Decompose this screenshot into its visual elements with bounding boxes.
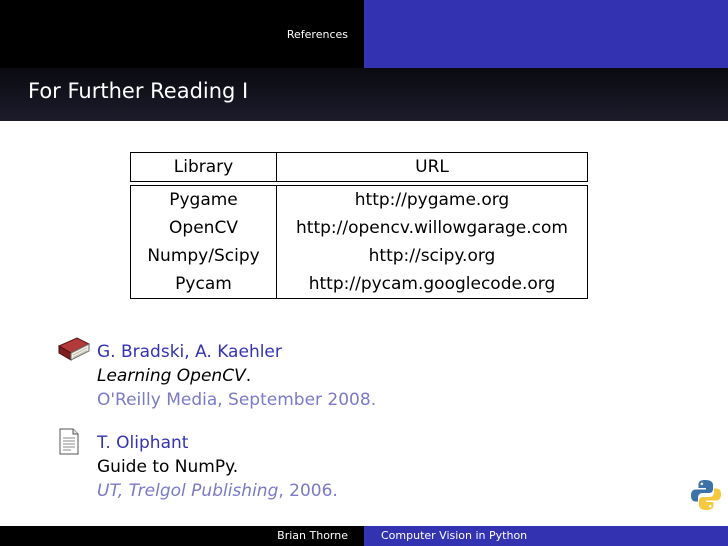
reference-publisher: O'Reilly Media, September 2008.	[97, 390, 377, 410]
reference-author: G. Bradski, A. Kaehler	[97, 342, 282, 362]
python-logo-icon	[689, 478, 723, 512]
library-table	[130, 152, 588, 299]
footer-talk-title: Computer Vision in Python	[381, 529, 528, 542]
table-row	[131, 242, 588, 270]
headline-bar	[0, 0, 728, 68]
header-url: URL	[277, 153, 588, 182]
reference-author: T. Oliphant	[97, 433, 189, 453]
table-row	[131, 186, 588, 215]
cell-library: Numpy/Scipy	[131, 242, 277, 270]
reference-1	[97, 340, 376, 412]
reference-publisher: UT, Trelgol Publishing	[97, 481, 279, 501]
footer-right	[364, 526, 728, 546]
frame-title: For Further Reading I	[28, 79, 249, 103]
reference-title-suffix: .	[245, 366, 252, 386]
section-title[interactable]: References	[286, 28, 348, 41]
cell-url: http://scipy.org	[277, 242, 588, 270]
article-icon	[58, 428, 80, 455]
table-row	[131, 270, 588, 299]
cell-url: http://pygame.org	[277, 186, 588, 215]
headline-left	[0, 0, 364, 68]
headline-right	[364, 0, 728, 68]
table-header-row	[131, 153, 588, 182]
footer-left	[0, 526, 364, 546]
cell-url: http://pycam.googlecode.org	[277, 270, 588, 299]
reference-title-line	[97, 364, 376, 388]
frame-title-bar	[0, 68, 728, 121]
footer-bar	[0, 526, 728, 546]
cell-library: Pygame	[131, 186, 277, 215]
book-icon	[55, 336, 91, 362]
cell-library: Pycam	[131, 270, 277, 299]
reference-title: Learning OpenCV	[97, 366, 246, 386]
reference-publisher-line	[97, 479, 338, 503]
header-library: Library	[131, 153, 277, 182]
table-row	[131, 214, 588, 242]
cell-library: OpenCV	[131, 214, 277, 242]
reference-2	[97, 431, 338, 503]
footer-author: Brian Thorne	[277, 529, 348, 542]
cell-url: http://opencv.willowgarage.com	[277, 214, 588, 242]
reference-title: Guide to NumPy.	[97, 457, 239, 477]
reference-year: , 2006.	[278, 481, 338, 501]
